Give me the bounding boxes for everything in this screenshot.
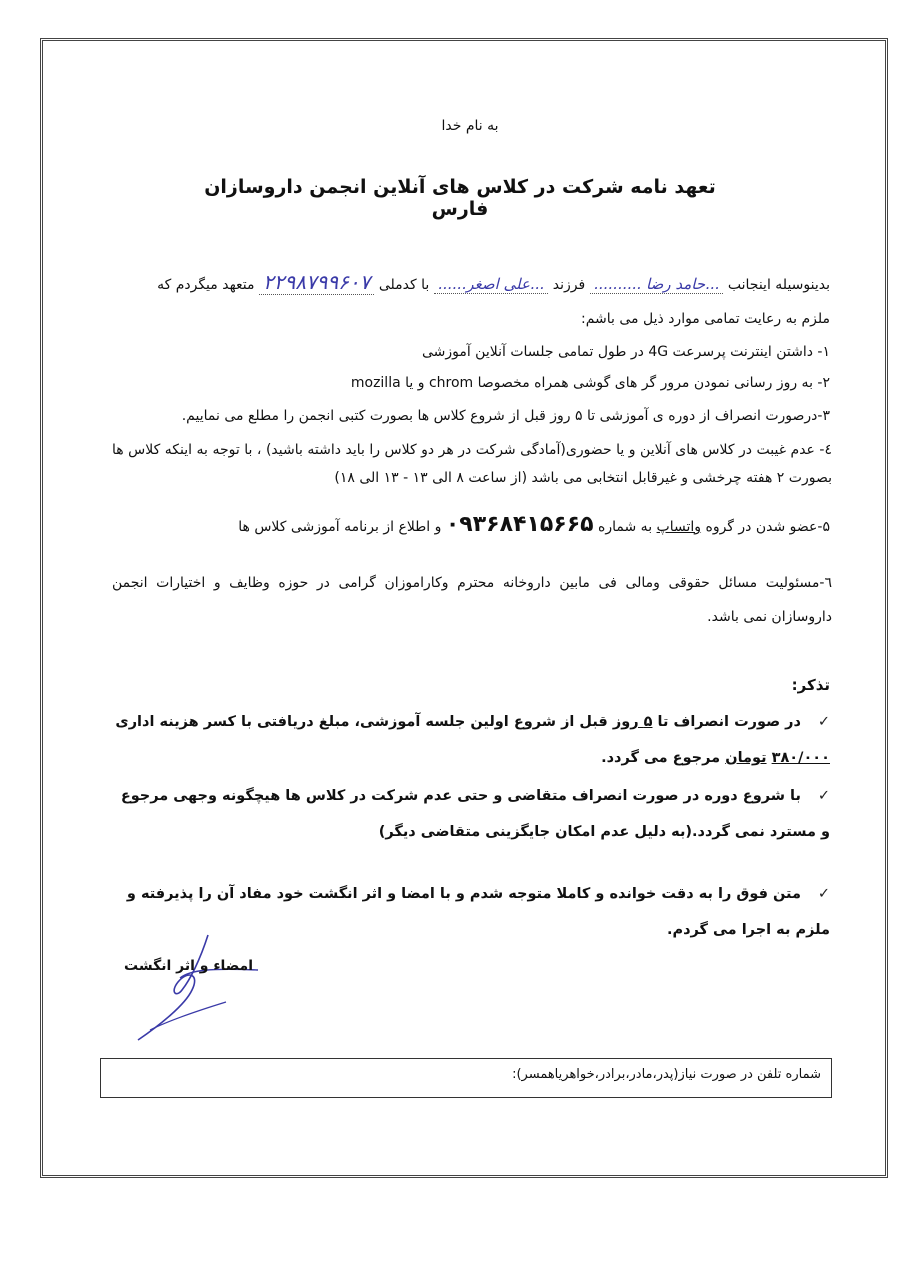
note-1-part-c: مرجوع می گردد. bbox=[601, 750, 721, 766]
basmala: به نام خدا bbox=[441, 118, 499, 134]
item-1: ۱- داشتن اینترنت پرسرعت 4G در طول تمامی جلسات آنلاین آموزشی bbox=[421, 344, 830, 360]
item-5-mid: به شماره bbox=[598, 519, 653, 535]
note-3-text: متن فوق را به دقت خوانده و کاملا متوجه شدم و با امضا و اثر انگشت خود مفاد آن را پذیرفته و ملزم به اجرا می گردم. bbox=[126, 886, 830, 938]
note-2-text: با شروع دوره در صورت انصراف متقاضی و حتی عدم شرکت در کلاس ها هیچگونه وجهی مرجوع و مسترد نمی گردد.(به دلیل عدم امکان جایگزینی متقاضی دیگر) bbox=[120, 788, 830, 840]
intro-line bbox=[157, 270, 830, 294]
document-title: تعهد نامه شرکت در کلاس های آنلاین انجمن داروسازان فارس bbox=[204, 176, 716, 220]
intro-prefix: بدینوسیله اینجانب bbox=[727, 277, 830, 293]
whatsapp-label: واتساپ bbox=[656, 519, 702, 535]
national-code-label: با کدملی bbox=[378, 277, 430, 293]
item-2: ۲- به روز رسانی نمودن مرور گر های گوشی همراه مخصوصا chrom و یا mozilla bbox=[350, 375, 830, 391]
son-of-label: فرزند bbox=[552, 277, 586, 293]
item-6: ٦-مسئولیت مسائل حقوقی ومالی فی مابین داروخانه محترم وکاراموزان گرامی در حوزه وظایف و اختیارات انجمن داروسازان نمی باشد. bbox=[112, 575, 832, 625]
whatsapp-phone-number: ۰۹۳۶۸۴۱۵۶۶۵ bbox=[445, 512, 594, 537]
item-4: ٤- عدم غیبت در کلاس های آنلاین و یا حضوری(آمادگی شرکت در هر دو کلاس را باید داشته باشید) ، با توجه به اینکه کلاس ها بصورت ۲ هفته چرخشی و غیرقابل انتخابی می باشد (از ساعت ۸ الی ۱۳ - ۱۳ الی ۱۸) bbox=[112, 442, 832, 486]
note-2 bbox=[110, 778, 830, 850]
father-name-field: ...علی اصغر...... bbox=[434, 275, 549, 294]
check-icon: ✓ bbox=[817, 714, 830, 730]
intro-line-2: ملزم به رعایت تمامی موارد ذیل می باشم: bbox=[581, 311, 830, 327]
check-icon: ✓ bbox=[817, 788, 830, 804]
note-1 bbox=[110, 704, 830, 776]
note-1-amount: ۳۸۰/۰۰۰ bbox=[771, 750, 830, 766]
item-3: ۳-درصورت انصراف از دوره ی آموزشی تا ۵ روز قبل از شروع کلاس ها بصورت کتبی انجمن را مطلع می نماییم. bbox=[181, 408, 830, 424]
note-1-part-a: در صورت انصراف تا bbox=[657, 714, 801, 730]
item-5 bbox=[238, 512, 830, 537]
item-5-suffix: و اطلاع از برنامه آموزشی کلاس ها bbox=[238, 519, 442, 535]
notes-heading: تذکر: bbox=[791, 676, 830, 694]
national-code-field: ۲۲۹۸۷۹۹۶۰۷ bbox=[259, 270, 374, 295]
intro-suffix: متعهد میگردم که bbox=[157, 277, 255, 293]
note-1-currency: تومان bbox=[725, 750, 767, 766]
emergency-phone-label: شماره تلفن در صورت نیاز(پدر،مادر،برادر،خواهریاهمسر): bbox=[512, 1067, 821, 1082]
note-1-part-b: قبل از شروع اولین جلسه آموزشی، مبلغ دریافتی با کسر هزینه اداری bbox=[115, 714, 608, 730]
emergency-phone-box bbox=[100, 1058, 832, 1098]
note-1-days: ۵ روز bbox=[612, 714, 653, 730]
handwritten-signature bbox=[130, 930, 270, 1045]
item-5-prefix: ۵-عضو شدن در گروه bbox=[705, 519, 830, 535]
check-icon: ✓ bbox=[817, 886, 830, 902]
name-field: ...حامد رضا .......... bbox=[590, 275, 724, 294]
signature-label: امضاء و اثر انگشت bbox=[124, 958, 254, 974]
